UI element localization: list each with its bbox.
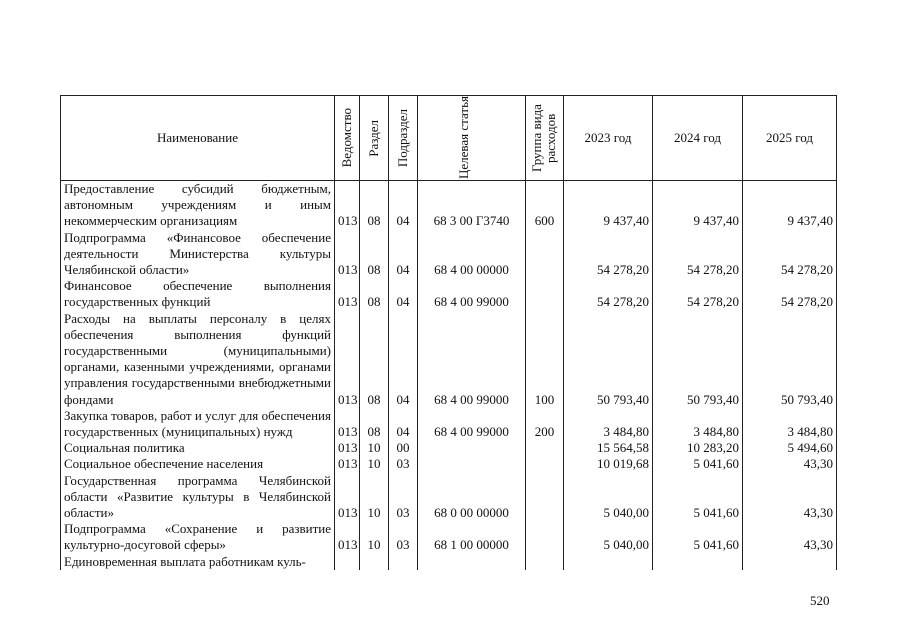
row-subsection: 04 <box>389 311 418 408</box>
row-2024: 50 793,40 <box>653 311 743 408</box>
row-2024: 54 278,20 <box>653 230 743 279</box>
table-row <box>61 440 837 456</box>
row-2025: 9 437,40 <box>743 181 837 230</box>
row-name: Единовременная выплата работникам куль- <box>61 554 335 570</box>
row-2024: 10 283,20 <box>653 440 743 456</box>
row-2025: 43,30 <box>743 521 837 553</box>
row-2023: 54 278,20 <box>564 278 653 310</box>
row-2025 <box>743 554 837 570</box>
row-2024: 5 041,60 <box>653 456 743 472</box>
table-row <box>61 311 837 408</box>
row-subsection: 03 <box>389 521 418 553</box>
header-subsection: Подраздел <box>389 96 418 181</box>
row-target-article: 68 4 00 99000 <box>418 408 526 440</box>
table-row <box>61 554 837 570</box>
row-section: 10 <box>360 456 389 472</box>
row-target-article <box>418 456 526 472</box>
row-ministry: 013 <box>335 440 360 456</box>
table-row <box>61 473 837 522</box>
header-2023: 2023 год <box>564 96 653 181</box>
row-subsection <box>389 554 418 570</box>
header-name: Наименование <box>61 96 335 181</box>
row-2025: 54 278,20 <box>743 230 837 279</box>
row-target-article: 68 4 00 99000 <box>418 278 526 310</box>
table-row <box>61 456 837 472</box>
row-2024: 5 041,60 <box>653 521 743 553</box>
table-header <box>61 96 837 181</box>
row-ministry: 013 <box>335 278 360 310</box>
row-section <box>360 554 389 570</box>
row-target-article: 68 1 00 00000 <box>418 521 526 553</box>
row-section: 08 <box>360 408 389 440</box>
budget-table <box>60 95 837 570</box>
row-2024: 9 437,40 <box>653 181 743 230</box>
row-name: Финансовое обеспечение выполнения государственных функций <box>61 278 335 310</box>
row-section: 10 <box>360 440 389 456</box>
row-subsection: 04 <box>389 278 418 310</box>
row-ministry: 013 <box>335 473 360 522</box>
row-section: 10 <box>360 473 389 522</box>
row-name: Социальная политика <box>61 440 335 456</box>
row-2025: 3 484,80 <box>743 408 837 440</box>
table-row <box>61 278 837 310</box>
row-ministry: 013 <box>335 408 360 440</box>
row-2023: 9 437,40 <box>564 181 653 230</box>
row-subsection: 04 <box>389 230 418 279</box>
row-2024 <box>653 554 743 570</box>
row-subsection: 03 <box>389 456 418 472</box>
row-name: Подпрограмма «Финансовое обеспечение деятельности Министерства культуры Челябинской области» <box>61 230 335 279</box>
row-2024: 54 278,20 <box>653 278 743 310</box>
row-expense-group <box>526 554 564 570</box>
row-target-article <box>418 440 526 456</box>
row-2024: 5 041,60 <box>653 473 743 522</box>
row-name: Социальное обеспечение населения <box>61 456 335 472</box>
row-2023: 10 019,68 <box>564 456 653 472</box>
row-target-article: 68 3 00 Г3740 <box>418 181 526 230</box>
header-ministry: Ведомство <box>335 96 360 181</box>
row-ministry: 013 <box>335 230 360 279</box>
page-number: 520 <box>810 593 830 608</box>
row-ministry: 013 <box>335 181 360 230</box>
row-2023: 5 040,00 <box>564 473 653 522</box>
row-target-article: 68 4 00 99000 <box>418 311 526 408</box>
table-body <box>61 181 837 570</box>
row-2025: 5 494,60 <box>743 440 837 456</box>
row-2023: 5 040,00 <box>564 521 653 553</box>
row-expense-group <box>526 456 564 472</box>
row-section: 10 <box>360 521 389 553</box>
row-2025: 43,30 <box>743 473 837 522</box>
row-ministry: 013 <box>335 311 360 408</box>
table-row <box>61 521 837 553</box>
row-expense-group <box>526 473 564 522</box>
header-2025: 2025 год <box>743 96 837 181</box>
row-expense-group <box>526 440 564 456</box>
row-section: 08 <box>360 181 389 230</box>
row-target-article: 68 0 00 00000 <box>418 473 526 522</box>
row-2025: 54 278,20 <box>743 278 837 310</box>
row-name: Подпрограмма «Сохранение и развитие культурно-досуговой сферы» <box>61 521 335 553</box>
row-expense-group: 100 <box>526 311 564 408</box>
row-expense-group: 200 <box>526 408 564 440</box>
header-expense-group: Группа вида расходов <box>526 96 564 181</box>
row-ministry: 013 <box>335 456 360 472</box>
row-expense-group: 600 <box>526 181 564 230</box>
row-2023 <box>564 554 653 570</box>
row-section: 08 <box>360 278 389 310</box>
row-subsection: 03 <box>389 473 418 522</box>
row-section: 08 <box>360 230 389 279</box>
row-subsection: 04 <box>389 181 418 230</box>
row-name: Государственная программа Челябинской области «Развитие культуры в Челябинской области» <box>61 473 335 522</box>
row-2025: 43,30 <box>743 456 837 472</box>
row-name: Закупка товаров, работ и услуг для обеспечения государственных (муниципальных) нужд <box>61 408 335 440</box>
header-target-article: Целевая статья <box>418 96 526 181</box>
row-target-article: 68 4 00 00000 <box>418 230 526 279</box>
row-subsection: 04 <box>389 408 418 440</box>
row-2024: 3 484,80 <box>653 408 743 440</box>
row-expense-group <box>526 230 564 279</box>
row-2023: 50 793,40 <box>564 311 653 408</box>
row-section: 08 <box>360 311 389 408</box>
row-subsection: 00 <box>389 440 418 456</box>
row-name: Расходы на выплаты персоналу в целях обеспечения выполнения функций государственными (муниципальными) органами, казенными учреждениями, органами управления государственными внебюджетными фондами <box>61 311 335 408</box>
table-row <box>61 181 837 230</box>
row-ministry: 013 <box>335 521 360 553</box>
header-section: Раздел <box>360 96 389 181</box>
table-row <box>61 230 837 279</box>
row-expense-group <box>526 278 564 310</box>
row-expense-group <box>526 521 564 553</box>
row-target-article <box>418 554 526 570</box>
header-2024: 2024 год <box>653 96 743 181</box>
table-row <box>61 408 837 440</box>
row-2025: 50 793,40 <box>743 311 837 408</box>
row-name: Предоставление субсидий бюджетным, автономным учреждениям и иным некоммерческим организациям <box>61 181 335 230</box>
row-2023: 54 278,20 <box>564 230 653 279</box>
row-2023: 3 484,80 <box>564 408 653 440</box>
row-ministry <box>335 554 360 570</box>
row-2023: 15 564,58 <box>564 440 653 456</box>
